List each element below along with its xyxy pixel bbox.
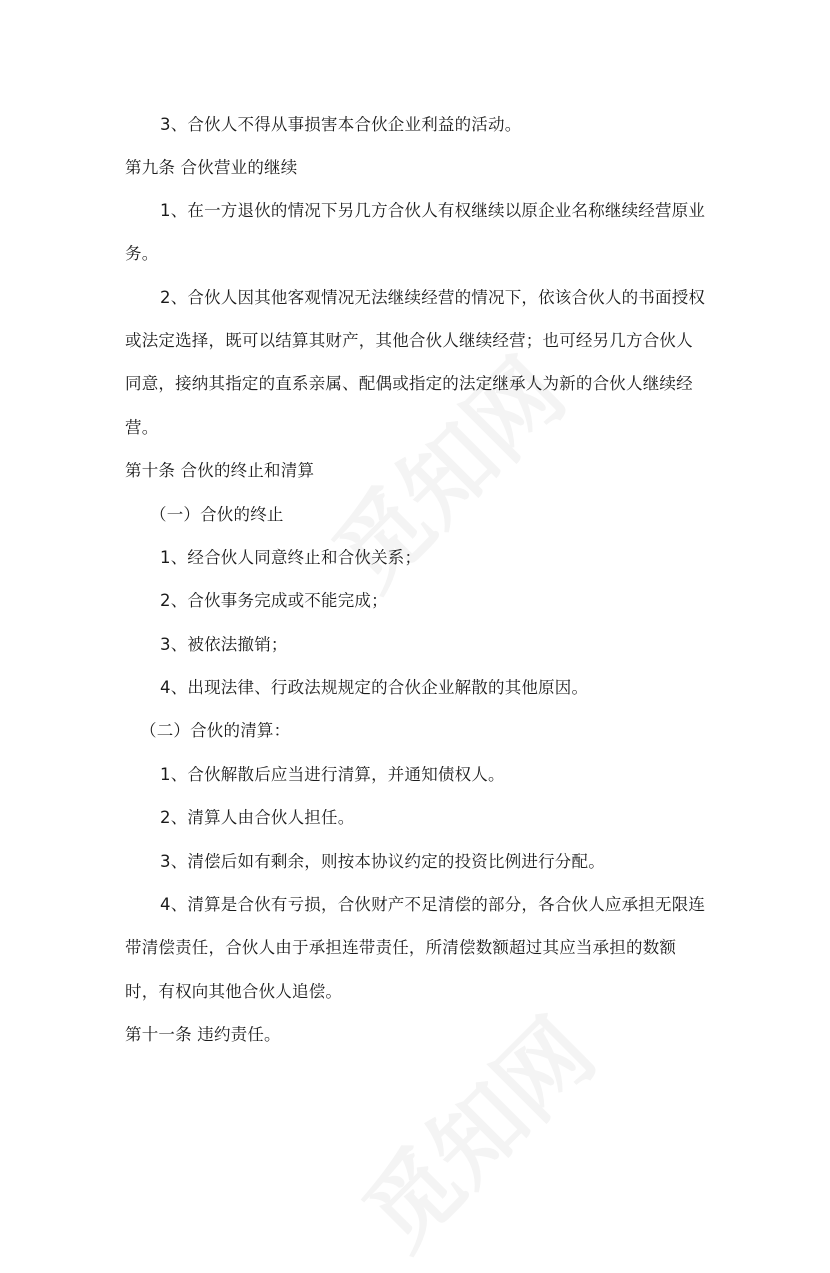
section-2-item-2: 2、清算人由合伙人担任。 <box>160 808 355 827</box>
article-10-heading: 第十条 合伙的终止和清算 <box>125 461 315 480</box>
section-2-item-1: 1、合伙解散后应当进行清算，并通知债权人。 <box>160 765 505 784</box>
watermark-top <box>300 325 589 614</box>
article-9-item-1-line-2: 务。 <box>125 244 159 263</box>
clause-8-item-3: 3、合伙人不得从事损害本合伙企业利益的活动。 <box>160 115 522 134</box>
section-1-item-3: 3、被依法撤销； <box>160 635 288 654</box>
watermark-bottom <box>330 985 619 1273</box>
article-11-heading: 第十一条 违约责任。 <box>125 1025 281 1044</box>
article-9-item-2-line-4: 营。 <box>125 418 159 437</box>
article-9-item-2-line-2: 或法定选择，既可以结算其财产，其他合伙人继续经营；也可经另几方合伙人 <box>125 331 693 350</box>
section-2-item-3: 3、清偿后如有剩余，则按本协议约定的投资比例进行分配。 <box>160 852 605 871</box>
section-1-item-1: 1、经合伙人同意终止和合伙关系； <box>160 548 422 567</box>
article-9-heading: 第九条 合伙营业的继续 <box>125 158 298 177</box>
section-2-item-4-line-2: 带清偿责任，合伙人由于承担连带责任，所清偿数额超过其应当承担的数额 <box>125 938 677 957</box>
section-1-item-4: 4、出现法律、行政法规规定的合伙企业解散的其他原因。 <box>160 678 589 697</box>
article-9-item-1-line-1: 1、在一方退伙的情况下另几方合伙人有权继续以原企业名称继续经营原业 <box>160 201 706 220</box>
section-1-heading: （一）合伙的终止 <box>150 505 284 524</box>
section-2-item-4-line-3: 时，有权向其他合伙人追偿。 <box>125 982 343 1001</box>
section-1-item-2: 2、合伙事务完成或不能完成； <box>160 591 388 610</box>
article-9-item-2-line-3: 同意，接纳其指定的直系亲属、配偶或指定的法定继承人为新的合伙人继续经 <box>125 374 693 393</box>
section-2-item-4-line-1: 4、清算是合伙有亏损，合伙财产不足清偿的部分，各合伙人应承担无限连 <box>160 895 706 914</box>
article-9-item-2-line-1: 2、合伙人因其他客观情况无法继续经营的情况下，依该合伙人的书面授权 <box>160 288 706 307</box>
section-2-heading: （二）合伙的清算： <box>140 721 291 740</box>
